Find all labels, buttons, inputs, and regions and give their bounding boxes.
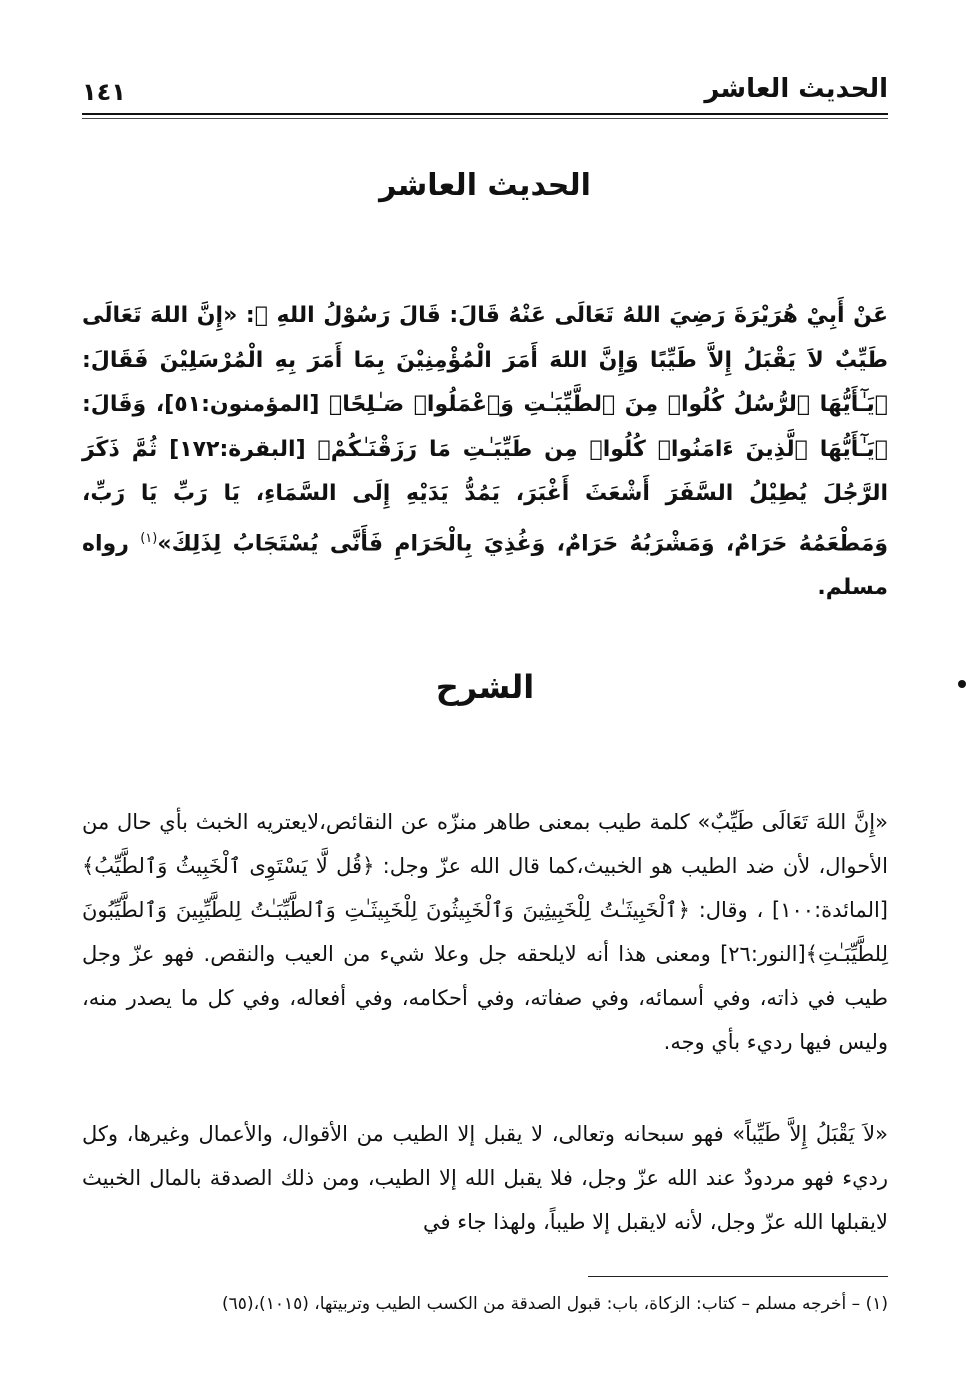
footnote: (١) – أخرجه مسلم – كتاب: الزكاة، باب: قبول الصدقة من الكسب الطيب وتربيتها، (١٠١٥)،(٦٥) [222, 1294, 888, 1314]
page-header [82, 70, 888, 114]
hadith-title: الحديث العاشر [379, 168, 591, 203]
margin-mark [958, 680, 966, 688]
footnote-ref: (١) [140, 530, 158, 546]
page-number: ١٤١ [82, 78, 126, 106]
hadith-text-block [82, 294, 888, 611]
hadith-text: عَنْ أَبِيْ هُرَيْرَةَ رَضِيَ اللهُ تَعَالَى عَنْهُ قَالَ: قَالَ رَسُوْلُ اللهِ ﷺ: «إِنَّ اللهَ تَعَالَى طَيِّبٌ لاَ يَقْبَلُ إِلاَّ طَيِّبًا وَإِنَّ اللهَ أَمَرَ الْمُؤْمِنِيْنَ بِمَا أَمَرَ بِهِ الْمُرْسَلِيْنَ فَقَالَ: ﴿يَـٰٓأَيُّهَا ٱلرُّسُلُ كُلُوا۟ مِنَ ٱلطَّيِّبَـٰتِ وَٱعْمَلُوا۟ صَـٰلِحًا﴾ [المؤمنون:٥١]، وَقَالَ: ﴿يَـٰٓأَيُّهَا ٱلَّذِينَ ءَامَنُوا۟ كُلُوا۟ مِن طَيِّبَـٰتِ مَا رَزَقْنَـٰكُمْ﴾ [البقرة:١٧٢] ثُمَّ ذَكَرَ الرَّجُلَ يُطِيْلُ السَّفَرَ أَشْعَثَ أَغْبَرَ، يَمُدُّ يَدَيْهِ إِلَى السَّمَاءِ، يَا رَبِّ يَا رَبِّ، وَمَطْعَمُهُ حَرَامٌ، وَمَشْرَبُهُ حَرَامٌ، وَغُذِيَ بِالْحَرَامِ فَأَنَّى يُسْتَجَابُ لِذَلِكَ» [82, 303, 889, 556]
hadith-source: رواه مسلم. [82, 530, 888, 601]
sharh-paragraph-2: «لاَ يَقْبَلُ إِلاَّ طَيِّباً» فهو سبحانه وتعالى، لا يقبل إلا الطيب من الأقوال، والأعمال وغيرها، وكل رديء فهو مردودٌ عند الله عزّ وجل، فلا يقبل الله إلا الطيب، ومن ذلك الصدقة بالمال الخبيث لايقبلها الله عزّ وجل، لأنه لايقبل إلا طيباً، ولهذا جاء في [82, 1122, 888, 1234]
footnote-rule [588, 1276, 888, 1277]
sharh-paragraph-1: «إِنَّ اللهَ تَعَالَى طَيِّبٌ» كلمة طيب بمعنى طاهر منزّه عن النقائص،لايعتريه الخبث بأي حال من الأحوال، لأن ضد الطيب هو الخبيث،كما قال الله عزّ وجل: ﴿قُل لَّا يَسْتَوِى ٱلْخَبِيثُ وَٱلطَّيِّبُ﴾[المائدة:١٠٠] ، وقال: ﴿ٱلْخَبِيثَـٰتُ لِلْخَبِيثِينَ وَٱلْخَبِيثُونَ لِلْخَبِيثَـٰتِ وَٱلطَّيِّبَـٰتُ لِلطَّيِّبِينَ وَٱلطَّيِّبُونَ لِلطَّيِّبَـٰتِ﴾[النور:٢٦] ومعنى هذا أنه لايلحقه جل وعلا شيء من العيب والنقص. فهو عزّ وجل طيب في ذاته، وفي أسمائه، وفي صفاته، وفي أحكامه، وفي أفعاله، وفي كل ما يصدر منه، وليس فيها رديء بأي وجه. [82, 810, 888, 1054]
sharh-title: الشرح [435, 668, 535, 706]
running-title: الحديث العاشر [704, 74, 888, 104]
header-rule-thin [82, 118, 888, 119]
header-rule [82, 113, 888, 115]
